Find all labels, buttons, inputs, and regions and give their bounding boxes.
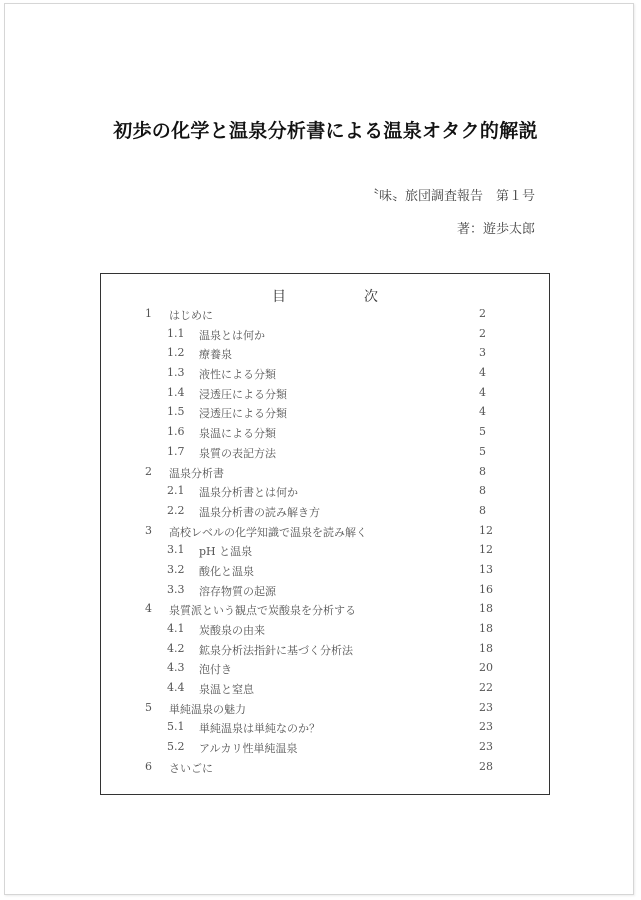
toc-entry-page: 3 xyxy=(479,346,486,360)
toc-section-entry[interactable] xyxy=(101,622,549,642)
toc-entry-label: 浸透圧による分類 xyxy=(199,387,287,401)
toc-entry-number: 4.3 xyxy=(167,661,185,675)
toc-entry-number: 5 xyxy=(145,700,152,714)
toc-entry-page: 5 xyxy=(479,425,486,439)
toc-section-entry[interactable] xyxy=(101,346,549,366)
toc-entry-label: 鉱泉分析法指針に基づく分析法 xyxy=(199,643,353,657)
toc-entry-label: 浸透圧による分類 xyxy=(199,407,287,421)
toc-chapter-entry[interactable] xyxy=(101,602,549,622)
toc-entry-number: 1.6 xyxy=(167,425,185,439)
toc-entry-page: 18 xyxy=(479,622,493,635)
toc-section-entry[interactable] xyxy=(101,740,549,760)
toc-section-entry[interactable] xyxy=(101,543,549,563)
toc-entry-page: 8 xyxy=(479,464,486,478)
toc-entry-page: 18 xyxy=(479,602,493,616)
toc-entry-label: 泉温と窒息 xyxy=(199,683,254,697)
document-subtitle: 〝味〟旅団調査報告 第１号 xyxy=(365,189,535,204)
toc-entry-page: 4 xyxy=(479,366,486,380)
toc-entry-label: 酸化と温泉 xyxy=(199,564,254,578)
toc-entry-page: 12 xyxy=(479,543,493,557)
toc-entry-page: 18 xyxy=(479,641,493,655)
table-of-contents xyxy=(100,273,550,795)
toc-entry-page: 28 xyxy=(479,759,493,773)
toc-entry-number: 4.1 xyxy=(167,622,185,635)
toc-entry-page: 4 xyxy=(479,405,486,419)
toc-entry-label: 療養泉 xyxy=(199,348,232,362)
toc-entry-number: 1.3 xyxy=(167,366,185,380)
toc-chapter-entry[interactable] xyxy=(101,701,549,721)
toc-section-entry[interactable] xyxy=(101,425,549,445)
toc-entry-page: 5 xyxy=(479,444,486,458)
toc-section-entry[interactable] xyxy=(101,583,549,603)
toc-entry-label: 泉質派という観点で炭酸泉を分析する xyxy=(169,604,356,618)
toc-entry-number: 1.5 xyxy=(167,405,185,419)
toc-entry-number: 2.1 xyxy=(167,484,185,498)
toc-entry-page: 23 xyxy=(479,740,493,754)
toc-chapter-entry[interactable] xyxy=(101,465,549,485)
toc-entry-label: さいごに xyxy=(169,761,213,775)
toc-entry-number: 1.4 xyxy=(167,385,185,399)
toc-entry-page: 22 xyxy=(479,681,493,695)
toc-section-entry[interactable] xyxy=(101,445,549,465)
toc-section-entry[interactable] xyxy=(101,563,549,583)
toc-entry-number: 4.4 xyxy=(167,681,185,695)
toc-entry-number: 5.2 xyxy=(167,740,185,754)
toc-entry-label: 温泉分析書 xyxy=(169,466,224,480)
toc-entry-label: pH と温泉 xyxy=(199,545,253,559)
toc-entry-number: 2.2 xyxy=(167,503,185,517)
document-author: 著：遊歩太郎 xyxy=(456,222,535,237)
toc-section-entry[interactable] xyxy=(101,366,549,386)
toc-entry-number: 4 xyxy=(145,602,152,616)
toc-entry-label: 液性による分類 xyxy=(199,368,276,382)
toc-entry-page: 2 xyxy=(479,326,486,340)
toc-entry-label: 泡付き xyxy=(199,663,232,677)
toc-entry-number: 1.7 xyxy=(167,444,185,458)
toc-entry-page: 16 xyxy=(479,582,493,596)
toc-section-entry[interactable] xyxy=(101,681,549,701)
toc-entry-page: 4 xyxy=(479,385,486,399)
toc-entry-page: 2 xyxy=(479,307,486,320)
toc-entry-number: 1.1 xyxy=(167,326,185,340)
toc-entry-label: アルカリ性単純温泉 xyxy=(199,742,298,756)
toc-entry-page: 8 xyxy=(479,484,486,498)
toc-entry-number: 3.2 xyxy=(167,562,185,576)
toc-entry-label: 温泉とは何か xyxy=(199,328,265,342)
toc-chapter-entry[interactable] xyxy=(101,524,549,544)
toc-chapter-entry[interactable] xyxy=(101,307,549,327)
toc-entry-label: 溶存物質の起源 xyxy=(199,584,276,598)
toc-entry-number: 2 xyxy=(145,464,152,478)
toc-list xyxy=(101,307,549,780)
document-page xyxy=(4,3,634,895)
toc-entry-label: 泉温による分類 xyxy=(199,427,276,441)
toc-section-entry[interactable] xyxy=(101,661,549,681)
toc-entry-number: 5.1 xyxy=(167,720,185,734)
toc-entry-number: 1 xyxy=(145,307,152,320)
toc-entry-label: はじめに xyxy=(169,309,213,322)
toc-entry-label: 炭酸泉の由来 xyxy=(199,624,265,637)
toc-entry-page: 12 xyxy=(479,523,493,537)
toc-section-entry[interactable] xyxy=(101,642,549,662)
toc-entry-label: 高校レベルの化学知識で温泉を読み解く xyxy=(169,525,367,539)
toc-heading: 目次 xyxy=(272,289,456,305)
toc-section-entry[interactable] xyxy=(101,405,549,425)
toc-section-entry[interactable] xyxy=(101,484,549,504)
toc-entry-number: 3 xyxy=(145,523,152,537)
toc-entry-page: 23 xyxy=(479,720,493,734)
toc-section-entry[interactable] xyxy=(101,327,549,347)
toc-entry-page: 8 xyxy=(479,503,486,517)
toc-section-entry[interactable] xyxy=(101,386,549,406)
toc-chapter-entry[interactable] xyxy=(101,760,549,780)
toc-entry-label: 単純温泉の魅力 xyxy=(169,702,246,716)
document-title: 初歩の化学と温泉分析書による温泉オタク的解説 xyxy=(113,120,538,142)
toc-section-entry[interactable] xyxy=(101,504,549,524)
toc-entry-label: 温泉分析書の読み解き方 xyxy=(199,505,320,519)
toc-entry-page: 20 xyxy=(479,661,493,675)
toc-entry-page: 23 xyxy=(479,700,493,714)
toc-entry-number: 6 xyxy=(145,759,152,773)
toc-entry-page: 13 xyxy=(479,562,493,576)
toc-entry-number: 3.3 xyxy=(167,582,185,596)
toc-entry-label: 温泉分析書とは何か xyxy=(199,486,298,500)
toc-entry-number: 4.2 xyxy=(167,641,185,655)
toc-entry-label: 単純温泉は単純なのか？ xyxy=(199,722,320,736)
toc-entry-number: 3.1 xyxy=(167,543,185,557)
toc-section-entry[interactable] xyxy=(101,720,549,740)
toc-entry-label: 泉質の表記方法 xyxy=(199,446,276,460)
toc-entry-number: 1.2 xyxy=(167,346,185,360)
